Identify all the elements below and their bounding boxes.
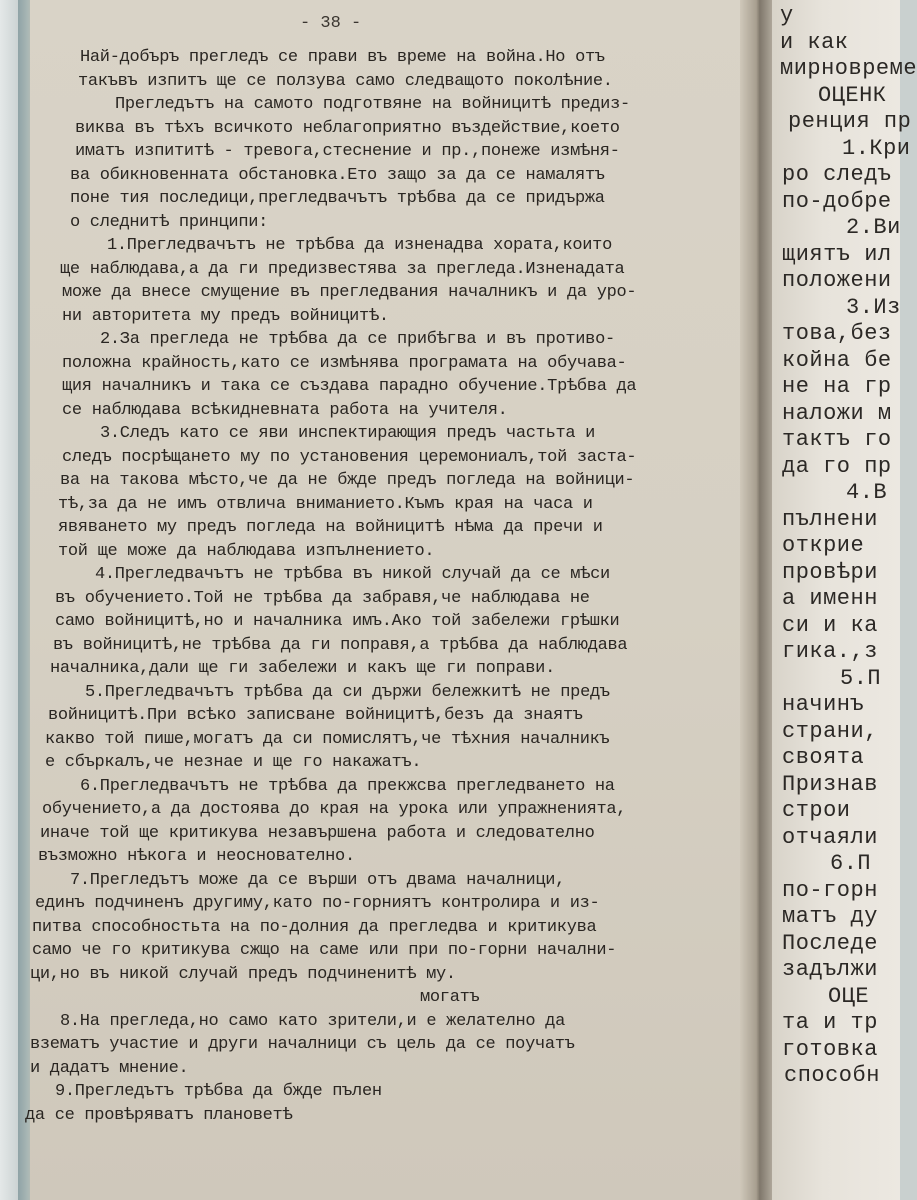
text-line: се наблюдава всѣкидневната работа на учителя. (62, 400, 508, 420)
text-line: 1.Прегледвачътъ не трѣбва да изненадва хората,които (107, 236, 612, 255)
text-line: Най-добъръ прегледъ се прави въ време на война.Но отъ (80, 48, 605, 67)
text-line: 4.Прегледвачътъ не трѣбва въ никой случай да се мѣси (95, 565, 610, 584)
text-line: тактъ го (782, 427, 892, 452)
text-line: Признав (782, 771, 878, 797)
text-line: та и тр (782, 1010, 878, 1035)
page-number: - 38 - (300, 14, 362, 33)
text-line: 2.Ви (846, 215, 901, 240)
text-line: койна бе (782, 347, 892, 373)
text-line: възможно нѣкога и неоснователно. (38, 847, 355, 866)
text-line: Прегледътъ на самото подготвяне на войницитѣ предиз- (115, 95, 630, 114)
text-line: само войницитѣ,но и началника имъ.Ако той забележи грѣшки (55, 612, 620, 631)
text-line: ще наблюдава,а да ги предизвестява за прегледа.Изненадата (60, 259, 625, 279)
text-line: 1.Кри (842, 135, 911, 161)
text-line: начинъ (782, 692, 865, 717)
text-line: гика.,з (782, 639, 878, 664)
text-line: иматъ изпититѣ - тревога,стеснение и пр.,понеже измѣня- (75, 142, 620, 161)
text-line: единъ подчиненъ другиму,като по-горниятъ контролира и из- (35, 894, 600, 913)
text-line: да го пр (782, 453, 892, 479)
text-line: строи (782, 798, 851, 823)
text-line: въ войницитѣ,не трѣбва да ги поправя,а трѣбва да наблюдава (53, 635, 628, 655)
text-line: поне тия последици,прегледвачътъ трѣбва да се придържа (70, 189, 605, 208)
text-line: и как (780, 29, 849, 55)
text-line: положна крайность,като се измѣнява програмата на обучава- (62, 353, 627, 373)
text-line: а именн (782, 586, 878, 611)
text-line: способн (784, 1063, 880, 1088)
text-line: о следнитѣ принципи: (70, 212, 269, 232)
text-line: провѣри (782, 559, 878, 585)
text-line: войницитѣ.При всѣко записване войницитѣ,безъ да знаятъ (48, 706, 583, 725)
text-line: задължи (782, 957, 878, 982)
text-line: ни авторитета му предъ войницитѣ. (62, 306, 389, 326)
text-line: 9.Прегледътъ трѣбва да бжде пълен (55, 1082, 382, 1101)
text-line: ци,но въ никой случай предъ подчиненитѣ му. (30, 964, 456, 984)
text-line: 3.Следъ като се яви инспектирающия предъ частьта и (100, 424, 596, 443)
text-line: си и ка (782, 612, 878, 638)
text-line: щия началникъ и така се създава парадно обучение.Трѣбва да (62, 377, 637, 396)
text-line: наложи м (782, 400, 892, 426)
text-line: такъвъ изпитъ ще се ползува само следващото поколѣние. (78, 71, 613, 91)
text-line: щиятъ ил (782, 241, 892, 267)
text-line: 6.П (830, 851, 872, 876)
text-line: мирновреме (780, 56, 917, 81)
text-line: 7.Прегледътъ може да се върши отъ двама началници, (70, 870, 566, 890)
text-line: ОЦЕНК (818, 82, 887, 108)
text-line: следъ посрѣщането му по установения церемониалъ,той заста- (62, 447, 637, 467)
text-line: 2.За прегледа не трѣбва да се прибѣгва и въ противо- (100, 330, 615, 349)
text-line: ва на такова мѣсто,че да не бжде предъ погледа на войници- (60, 471, 635, 490)
text-line: и дадатъ мнение. (30, 1058, 189, 1078)
text-line: готовка (782, 1036, 878, 1062)
text-line: 5.П (840, 665, 882, 691)
text-line: взематъ участие и други началници съ цель да се поучатъ (30, 1035, 575, 1054)
text-line: 4.В (846, 480, 888, 505)
text-line: ва обикновенната обстановка.Ето защо за да се намалятъ (70, 165, 605, 185)
text-line: явяването му предъ погледа на войницитѣ нѣма да пречи и (58, 518, 603, 537)
text-line: ро следъ (782, 162, 892, 187)
text-line: какво той пише,могатъ да си помислятъ,че тѣхния началникъ (45, 729, 610, 749)
text-line: по-добре (782, 188, 892, 214)
text-line: матъ ду (782, 904, 878, 929)
text-line: своята (782, 745, 865, 770)
text-line: по-горн (782, 877, 878, 903)
text-line: 5.Прегледвачътъ трѣбва да си държи бележкитѣ не предъ (85, 682, 610, 702)
text-line: 6.Прегледвачътъ не трѣбва да прекжсва прегледването на (80, 776, 615, 796)
text-line: обучението,а да достоява до края на урока или упражненията, (42, 800, 627, 819)
text-line: не на гр (782, 374, 892, 399)
text-line: виква въ тѣхъ всичкото неблагоприятно въздействие,което (75, 118, 620, 138)
text-line: 3.Из (846, 294, 901, 320)
text-line: открие (782, 533, 865, 558)
text-line: иначе той ще критикува незавършена работа и следователно (40, 823, 595, 843)
text-line: той ще може да наблюдава изпълнението. (58, 541, 435, 561)
text-line: страни, (782, 718, 878, 744)
inserted-word: могатъ (420, 988, 480, 1007)
text-line: питва способностьта на по-долния да прегледва и критикува (32, 917, 597, 937)
text-line: 8.На прегледа,но само като зрители,и е желателно да (60, 1011, 565, 1031)
text-line: пълнени (782, 506, 878, 532)
text-line: положени (782, 268, 892, 293)
text-line: само че го критикува сжщо на саме или при по-горни начални- (32, 941, 617, 960)
text-line: въ обучението.Той не трѣбва да забравя,че наблюдава не (55, 588, 590, 608)
text-line: ренция пр (788, 109, 912, 134)
text-line: началника,дали ще ги забележи и какъ ще ги поправи. (50, 659, 555, 678)
text-line: тѣ,за да не имъ отвлича вниманието.Къмъ края на часа и (58, 494, 593, 514)
text-line: ОЦЕ (828, 983, 870, 1009)
text-line: Последе (782, 930, 878, 956)
text-line: това,без (782, 321, 892, 346)
text-line: у (780, 3, 794, 28)
text-line: е сбъркалъ,че незнае и ще го накажатъ. (45, 753, 422, 772)
text-line: отчаяли (782, 824, 878, 850)
text-line: да се провѣряватъ плановетѣ (25, 1105, 293, 1125)
page-gutter (740, 0, 776, 1200)
text-line: може да внесе смущение въ прегледвания началникъ и да уро- (62, 283, 637, 302)
